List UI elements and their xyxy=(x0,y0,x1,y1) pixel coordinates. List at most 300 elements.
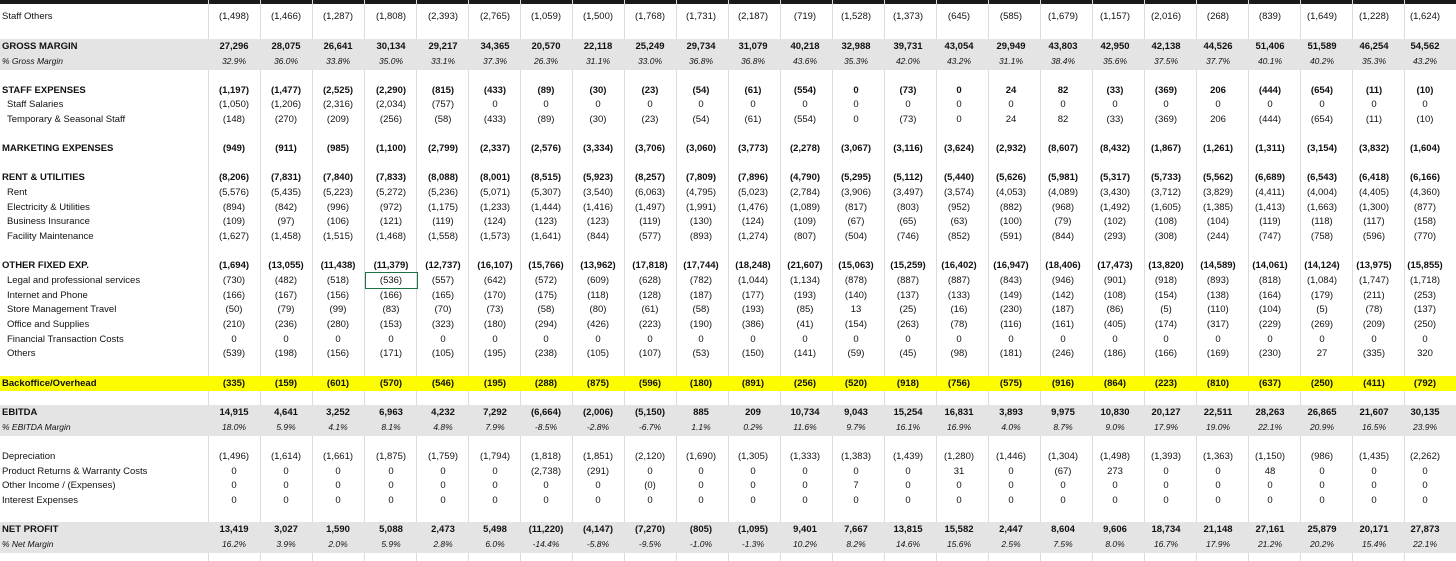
table-cell[interactable]: 29,949 xyxy=(996,41,1026,52)
table-cell[interactable]: (170) xyxy=(483,290,507,301)
table-cell[interactable]: (128) xyxy=(638,290,662,301)
table-cell[interactable]: (30) xyxy=(589,114,607,125)
table-row[interactable] xyxy=(0,97,1456,112)
table-cell[interactable]: (6,166) xyxy=(1409,172,1441,183)
table-cell[interactable]: 25,249 xyxy=(635,41,665,52)
table-cell[interactable]: (109) xyxy=(793,216,817,227)
table-cell[interactable]: (106) xyxy=(326,216,350,227)
table-cell[interactable]: (175) xyxy=(534,290,558,301)
table-cell[interactable]: (25) xyxy=(899,304,917,315)
table-cell[interactable]: (117) xyxy=(1363,216,1385,227)
table-cell[interactable]: (58) xyxy=(434,114,452,125)
table-cell[interactable]: 38.4% xyxy=(1050,56,1076,66)
table-cell[interactable]: (16,107) xyxy=(477,260,513,271)
table-cell[interactable]: 10,734 xyxy=(790,407,820,418)
table-cell[interactable]: 0 xyxy=(1008,99,1014,110)
table-cell[interactable]: (13,820) xyxy=(1148,260,1184,271)
table-cell[interactable]: 0 xyxy=(956,334,962,345)
table-cell[interactable]: (7,833) xyxy=(375,172,407,183)
table-cell[interactable]: (554) xyxy=(793,114,817,125)
table-cell[interactable]: (159) xyxy=(274,378,298,389)
table-cell[interactable]: 0.2% xyxy=(743,422,763,432)
row-label[interactable]: Interest Expenses xyxy=(2,495,79,506)
table-cell[interactable]: 27,296 xyxy=(219,41,249,52)
table-cell[interactable]: 30,135 xyxy=(1410,407,1440,418)
table-cell[interactable]: -8.5% xyxy=(534,422,558,432)
table-cell[interactable]: 0 xyxy=(905,495,911,506)
table-cell[interactable]: (161) xyxy=(1051,319,1075,330)
table-cell[interactable]: 0 xyxy=(492,495,498,506)
table-cell[interactable]: 5.9% xyxy=(276,422,296,432)
table-cell[interactable]: 0 xyxy=(853,495,859,506)
table-cell[interactable]: 29,734 xyxy=(686,41,716,52)
table-cell[interactable]: (180) xyxy=(689,378,713,389)
table-cell[interactable]: (16,947) xyxy=(993,260,1029,271)
table-cell[interactable]: (2,016) xyxy=(1150,11,1182,22)
table-cell[interactable]: (1,311) xyxy=(1255,143,1285,154)
table-cell[interactable]: 0 xyxy=(853,334,859,345)
table-cell[interactable]: (1,718) xyxy=(1409,275,1441,286)
table-cell[interactable]: 42,138 xyxy=(1151,41,1181,52)
table-cell[interactable]: 0 xyxy=(543,334,549,345)
table-cell[interactable]: (97) xyxy=(277,216,295,227)
table-cell[interactable]: (1,663) xyxy=(1306,202,1338,213)
table-cell[interactable]: 0 xyxy=(802,466,808,477)
table-cell[interactable]: (891) xyxy=(741,378,765,389)
table-cell[interactable]: 6.0% xyxy=(485,539,505,549)
table-cell[interactable]: 4.8% xyxy=(433,422,453,432)
table-cell[interactable]: (570) xyxy=(379,378,403,389)
table-cell[interactable]: (177) xyxy=(741,290,765,301)
table-cell[interactable]: 206 xyxy=(1210,85,1226,96)
table-row[interactable] xyxy=(0,229,1456,244)
table-cell[interactable]: (250) xyxy=(1413,319,1437,330)
table-cell[interactable]: (5,236) xyxy=(427,187,459,198)
table-cell[interactable]: 0 xyxy=(543,480,549,491)
table-cell[interactable]: (85) xyxy=(796,304,814,315)
table-cell[interactable]: 42,950 xyxy=(1100,41,1130,52)
table-cell[interactable]: (33) xyxy=(1106,85,1124,96)
row-label[interactable]: Legal and professional services xyxy=(7,275,141,286)
table-cell[interactable]: 0 xyxy=(956,85,962,96)
table-cell[interactable]: (1,373) xyxy=(892,11,924,22)
table-cell[interactable]: (53) xyxy=(692,348,710,359)
table-cell[interactable]: 4.1% xyxy=(328,422,348,432)
table-cell[interactable]: 4.0% xyxy=(1001,422,1021,432)
table-cell[interactable]: (11,379) xyxy=(373,260,409,271)
row-label[interactable]: STAFF EXPENSES xyxy=(2,85,86,96)
table-cell[interactable]: (893) xyxy=(1206,275,1230,286)
table-cell[interactable]: (8,257) xyxy=(634,172,666,183)
table-cell[interactable]: 885 xyxy=(693,407,709,418)
table-cell[interactable]: 0 xyxy=(1422,480,1428,491)
table-cell[interactable]: 4,641 xyxy=(274,407,298,418)
table-cell[interactable]: 0 xyxy=(956,495,962,506)
table-cell[interactable]: (4,795) xyxy=(685,187,717,198)
table-cell[interactable]: 0 xyxy=(231,466,237,477)
table-cell[interactable]: (1,435) xyxy=(1358,451,1390,462)
table-cell[interactable]: (148) xyxy=(222,114,246,125)
table-cell[interactable]: (1,280) xyxy=(943,451,975,462)
table-cell[interactable]: (2,034) xyxy=(375,99,407,110)
table-cell[interactable]: (1,558) xyxy=(427,231,459,242)
table-cell[interactable]: (946) xyxy=(1051,275,1075,286)
table-cell[interactable]: (149) xyxy=(999,290,1023,301)
table-cell[interactable]: (1,175) xyxy=(427,202,459,213)
table-cell[interactable]: 0 xyxy=(1008,495,1014,506)
row-label[interactable]: Office and Supplies xyxy=(7,319,90,330)
table-cell[interactable]: (2,799) xyxy=(427,143,459,154)
table-cell[interactable]: (5,562) xyxy=(1202,172,1234,183)
table-cell[interactable]: 0 xyxy=(1267,495,1273,506)
table-cell[interactable]: 0 xyxy=(283,495,289,506)
table-cell[interactable]: (5,295) xyxy=(840,172,872,183)
table-cell[interactable]: 16.5% xyxy=(1361,422,1387,432)
table-cell[interactable]: (805) xyxy=(689,524,713,535)
table-cell[interactable]: 35.6% xyxy=(1102,56,1128,66)
table-cell[interactable]: (238) xyxy=(534,348,558,359)
table-cell[interactable]: 7,292 xyxy=(483,407,507,418)
table-cell[interactable]: 0 xyxy=(750,495,756,506)
table-cell[interactable]: (244) xyxy=(1206,231,1230,242)
table-cell[interactable]: 0 xyxy=(1163,466,1169,477)
table-cell[interactable]: (268) xyxy=(1206,11,1230,22)
table-cell[interactable]: 5.9% xyxy=(381,539,401,549)
table-cell[interactable]: 5,498 xyxy=(483,524,507,535)
table-cell[interactable]: 40.1% xyxy=(1257,56,1283,66)
table-cell[interactable]: (11,220) xyxy=(528,524,564,535)
table-cell[interactable]: (187) xyxy=(689,290,713,301)
table-cell[interactable]: (1,059) xyxy=(530,11,562,22)
table-cell[interactable]: (1,446) xyxy=(995,451,1027,462)
table-cell[interactable]: (807) xyxy=(793,231,817,242)
table-cell[interactable]: (637) xyxy=(1258,378,1282,389)
table-cell[interactable]: 42.0% xyxy=(895,56,921,66)
table-cell[interactable]: (63) xyxy=(950,216,968,227)
table-cell[interactable]: (8,432) xyxy=(1099,143,1131,154)
table-cell[interactable]: 82 xyxy=(1057,114,1069,125)
table-cell[interactable]: (758) xyxy=(1310,231,1334,242)
table-cell[interactable]: -9.5% xyxy=(638,539,662,549)
table-cell[interactable]: (1,416) xyxy=(582,202,614,213)
table-cell[interactable]: (223) xyxy=(1154,378,1178,389)
table-cell[interactable]: (50) xyxy=(225,304,243,315)
table-cell[interactable]: 24 xyxy=(1005,114,1017,125)
table-cell[interactable]: (67) xyxy=(847,216,865,227)
table-cell[interactable]: -2.8% xyxy=(586,422,610,432)
table-cell[interactable]: (887) xyxy=(896,275,920,286)
table-cell[interactable]: (601) xyxy=(326,378,350,389)
table-cell[interactable]: (5) xyxy=(1160,304,1172,315)
table-cell[interactable]: 19.0% xyxy=(1205,422,1231,432)
table-cell[interactable]: 0 xyxy=(1319,495,1325,506)
table-cell[interactable]: 31.1% xyxy=(585,56,611,66)
table-cell[interactable]: -1.3% xyxy=(741,539,765,549)
table-cell[interactable]: (229) xyxy=(1258,319,1282,330)
table-row[interactable] xyxy=(0,112,1456,127)
table-cell[interactable]: (893) xyxy=(689,231,713,242)
table-row[interactable] xyxy=(0,420,1456,436)
table-cell[interactable]: (124) xyxy=(483,216,507,227)
table-cell[interactable]: (123) xyxy=(534,216,558,227)
table-cell[interactable]: 0 xyxy=(853,466,859,477)
table-cell[interactable]: (2,765) xyxy=(479,11,511,22)
table-cell[interactable]: (107) xyxy=(638,348,662,359)
table-cell[interactable]: (10) xyxy=(1416,85,1434,96)
table-cell[interactable]: (6,664) xyxy=(530,407,562,418)
table-cell[interactable]: 0 xyxy=(1008,480,1014,491)
table-row[interactable] xyxy=(0,522,1456,538)
table-cell[interactable]: 34,365 xyxy=(480,41,510,52)
table-cell[interactable]: 0 xyxy=(698,466,704,477)
table-cell[interactable]: (6,689) xyxy=(1254,172,1286,183)
table-cell[interactable]: 16.2% xyxy=(221,539,247,549)
table-cell[interactable]: (875) xyxy=(586,378,610,389)
table-cell[interactable]: (14,589) xyxy=(1200,260,1236,271)
table-cell[interactable]: (1,466) xyxy=(270,11,302,22)
row-label[interactable]: EBITDA xyxy=(2,407,38,418)
table-cell[interactable]: (293) xyxy=(1103,231,1127,242)
table-cell[interactable]: 9.7% xyxy=(846,422,866,432)
table-cell[interactable]: 0 xyxy=(283,334,289,345)
row-label[interactable]: Backoffice/Overhead xyxy=(2,378,97,389)
table-cell[interactable]: 28,263 xyxy=(1255,407,1285,418)
table-cell[interactable]: (195) xyxy=(483,378,507,389)
table-cell[interactable]: (887) xyxy=(947,275,971,286)
table-cell[interactable]: 20,570 xyxy=(531,41,561,52)
table-cell[interactable]: (3,497) xyxy=(892,187,924,198)
table-cell[interactable]: (482) xyxy=(274,275,298,286)
table-cell[interactable]: (4,147) xyxy=(582,524,614,535)
table-cell[interactable]: (864) xyxy=(1103,378,1127,389)
table-cell[interactable]: (1,690) xyxy=(685,451,717,462)
table-cell[interactable]: 26,641 xyxy=(323,41,353,52)
table-cell[interactable]: (918) xyxy=(896,378,920,389)
table-cell[interactable]: (1,605) xyxy=(1150,202,1182,213)
table-cell[interactable]: 0 xyxy=(905,99,911,110)
table-cell[interactable]: (156) xyxy=(326,290,350,301)
table-cell[interactable]: (198) xyxy=(274,348,298,359)
table-cell[interactable]: 2.0% xyxy=(328,539,348,549)
table-cell[interactable]: (17,744) xyxy=(683,260,719,271)
table-cell[interactable]: (67) xyxy=(1054,466,1072,477)
table-cell[interactable]: (810) xyxy=(1206,378,1230,389)
table-cell[interactable]: 15.4% xyxy=(1361,539,1387,549)
table-row[interactable] xyxy=(0,376,1456,391)
table-cell[interactable]: 0 xyxy=(647,495,653,506)
table-cell[interactable]: 33.0% xyxy=(637,56,663,66)
row-label[interactable]: NET PROFIT xyxy=(2,524,59,535)
table-cell[interactable]: (747) xyxy=(1258,231,1282,242)
table-cell[interactable]: (15,063) xyxy=(838,260,874,271)
table-cell[interactable]: (369) xyxy=(1154,114,1178,125)
table-cell[interactable]: (164) xyxy=(1258,290,1282,301)
table-cell[interactable]: 0 xyxy=(1163,480,1169,491)
table-cell[interactable]: 7.9% xyxy=(485,422,505,432)
table-cell[interactable]: 20,171 xyxy=(1359,524,1389,535)
table-cell[interactable]: (803) xyxy=(896,202,920,213)
table-cell[interactable]: 0 xyxy=(1371,334,1377,345)
table-cell[interactable]: 48 xyxy=(1264,466,1276,477)
table-cell[interactable]: 40,218 xyxy=(790,41,820,52)
table-row[interactable] xyxy=(0,83,1456,98)
table-cell[interactable]: 22,511 xyxy=(1203,407,1233,418)
table-cell[interactable]: 0 xyxy=(1060,495,1066,506)
table-cell[interactable]: (7,809) xyxy=(685,172,717,183)
table-cell[interactable]: (250) xyxy=(1310,378,1334,389)
table-cell[interactable]: (1,649) xyxy=(1306,11,1338,22)
table-cell[interactable]: 3,893 xyxy=(999,407,1023,418)
table-cell[interactable]: (98) xyxy=(950,348,968,359)
table-cell[interactable]: (10) xyxy=(1416,114,1434,125)
table-cell[interactable]: (818) xyxy=(1258,275,1282,286)
table-cell[interactable]: (11) xyxy=(1365,85,1383,96)
table-cell[interactable]: 35.3% xyxy=(1361,56,1387,66)
table-cell[interactable]: (4,360) xyxy=(1409,187,1441,198)
table-cell[interactable]: (654) xyxy=(1310,85,1334,96)
table-cell[interactable]: 0 xyxy=(698,495,704,506)
table-cell[interactable]: 43.6% xyxy=(792,56,818,66)
table-cell[interactable]: (585) xyxy=(999,11,1023,22)
table-cell[interactable]: 0 xyxy=(1215,495,1221,506)
table-cell[interactable]: (7,840) xyxy=(322,172,354,183)
table-cell[interactable]: (5,981) xyxy=(1047,172,1079,183)
table-cell[interactable]: (730) xyxy=(222,275,246,286)
table-cell[interactable]: 17.9% xyxy=(1205,539,1231,549)
table-row[interactable] xyxy=(0,449,1456,464)
table-cell[interactable]: (3,334) xyxy=(582,143,614,154)
table-cell[interactable]: (757) xyxy=(431,99,455,110)
table-cell[interactable]: 0 xyxy=(956,480,962,491)
row-label[interactable]: GROSS MARGIN xyxy=(2,41,78,52)
table-cell[interactable]: (4,405) xyxy=(1358,187,1390,198)
table-cell[interactable]: (104) xyxy=(1258,304,1282,315)
table-row[interactable] xyxy=(0,537,1456,553)
table-cell[interactable]: (3,773) xyxy=(737,143,769,154)
table-cell[interactable]: 10.2% xyxy=(792,539,818,549)
table-cell[interactable]: 0 xyxy=(388,495,394,506)
table-cell[interactable]: 0 xyxy=(1215,99,1221,110)
table-cell[interactable]: 3,252 xyxy=(326,407,350,418)
table-cell[interactable]: 29,217 xyxy=(428,41,458,52)
table-cell[interactable]: (1,050) xyxy=(218,99,250,110)
table-cell[interactable]: 54,562 xyxy=(1410,41,1440,52)
table-cell[interactable]: 32.9% xyxy=(221,56,247,66)
table-cell[interactable]: (61) xyxy=(744,114,762,125)
table-cell[interactable]: (2,738) xyxy=(530,466,562,477)
table-cell[interactable]: (1,731) xyxy=(685,11,717,22)
table-cell[interactable]: (557) xyxy=(431,275,455,286)
table-cell[interactable]: (54) xyxy=(692,85,710,96)
table-cell[interactable]: (100) xyxy=(999,216,1023,227)
table-cell[interactable]: 0 xyxy=(698,334,704,345)
table-cell[interactable]: (236) xyxy=(274,319,298,330)
table-cell[interactable]: (918) xyxy=(1154,275,1178,286)
table-cell[interactable]: 0 xyxy=(1215,466,1221,477)
table-cell[interactable]: (719) xyxy=(793,11,817,22)
table-cell[interactable]: (104) xyxy=(1206,216,1230,227)
table-cell[interactable]: (317) xyxy=(1206,319,1230,330)
table-cell[interactable]: (952) xyxy=(947,202,971,213)
table-cell[interactable]: (1,206) xyxy=(270,99,302,110)
table-cell[interactable]: (520) xyxy=(844,378,868,389)
table-cell[interactable]: 43.2% xyxy=(1412,56,1438,66)
table-cell[interactable]: 46,254 xyxy=(1359,41,1389,52)
table-cell[interactable]: 0 xyxy=(1060,334,1066,345)
table-cell[interactable]: (2,316) xyxy=(322,99,354,110)
table-cell[interactable]: (193) xyxy=(793,290,817,301)
table-cell[interactable]: (3,116) xyxy=(893,143,923,154)
table-row[interactable] xyxy=(0,332,1456,347)
table-cell[interactable]: (116) xyxy=(1000,319,1022,330)
table-cell[interactable]: (504) xyxy=(844,231,868,242)
table-cell[interactable]: (411) xyxy=(1363,378,1385,389)
table-cell[interactable]: 0 xyxy=(283,480,289,491)
table-cell[interactable]: (166) xyxy=(1154,348,1178,359)
row-label[interactable]: Product Returns & Warranty Costs xyxy=(2,466,148,477)
table-cell[interactable]: (1,100) xyxy=(375,143,407,154)
table-cell[interactable]: 0 xyxy=(1215,480,1221,491)
table-cell[interactable]: 37.5% xyxy=(1153,56,1179,66)
table-cell[interactable]: (3,067) xyxy=(840,143,872,154)
table-cell[interactable]: (1,500) xyxy=(582,11,614,22)
table-cell[interactable]: (1,383) xyxy=(840,451,872,462)
table-cell[interactable]: (1,991) xyxy=(685,202,717,213)
table-cell[interactable]: 27 xyxy=(1316,348,1328,359)
table-cell[interactable]: (591) xyxy=(999,231,1023,242)
table-cell[interactable]: 8.1% xyxy=(381,422,401,432)
table-cell[interactable]: 7,667 xyxy=(844,524,868,535)
table-cell[interactable]: 0 xyxy=(1422,495,1428,506)
table-cell[interactable]: (782) xyxy=(689,275,713,286)
table-cell[interactable]: (16,402) xyxy=(941,260,977,271)
table-cell[interactable]: (33) xyxy=(1106,114,1124,125)
table-cell[interactable]: (140) xyxy=(844,290,868,301)
row-label[interactable]: % EBITDA Margin xyxy=(2,422,71,432)
table-row[interactable] xyxy=(0,9,1456,24)
table-cell[interactable]: (5,307) xyxy=(530,187,562,198)
table-cell[interactable]: 0 xyxy=(492,466,498,477)
table-cell[interactable]: (1,747) xyxy=(1358,275,1390,286)
table-cell[interactable]: (118) xyxy=(1311,216,1333,227)
table-cell[interactable]: 0 xyxy=(750,480,756,491)
table-cell[interactable]: (121) xyxy=(379,216,403,227)
table-cell[interactable]: (1,528) xyxy=(840,11,872,22)
table-cell[interactable]: 0 xyxy=(956,114,962,125)
table-cell[interactable]: (138) xyxy=(1206,290,1230,301)
table-cell[interactable]: (539) xyxy=(222,348,246,359)
table-cell[interactable]: 28,075 xyxy=(271,41,301,52)
table-cell[interactable]: 0 xyxy=(802,480,808,491)
table-cell[interactable]: (108) xyxy=(1103,290,1127,301)
table-cell[interactable]: 27,161 xyxy=(1255,524,1285,535)
table-cell[interactable]: (1,385) xyxy=(1202,202,1234,213)
table-cell[interactable]: (2,393) xyxy=(427,11,459,22)
table-cell[interactable]: 0 xyxy=(283,466,289,477)
table-cell[interactable]: (180) xyxy=(483,319,507,330)
table-cell[interactable]: 22.1% xyxy=(1412,539,1438,549)
table-cell[interactable]: 0 xyxy=(388,466,394,477)
table-cell[interactable]: 0 xyxy=(750,99,756,110)
table-cell[interactable]: (323) xyxy=(431,319,455,330)
table-cell[interactable]: (2,337) xyxy=(479,143,511,154)
table-cell[interactable]: 0 xyxy=(1060,99,1066,110)
table-cell[interactable]: (5,150) xyxy=(634,407,666,418)
table-cell[interactable]: (291) xyxy=(586,466,610,477)
table-cell[interactable]: (105) xyxy=(586,348,610,359)
row-label[interactable]: Facility Maintenance xyxy=(7,231,94,242)
table-cell[interactable]: 32,988 xyxy=(841,41,871,52)
